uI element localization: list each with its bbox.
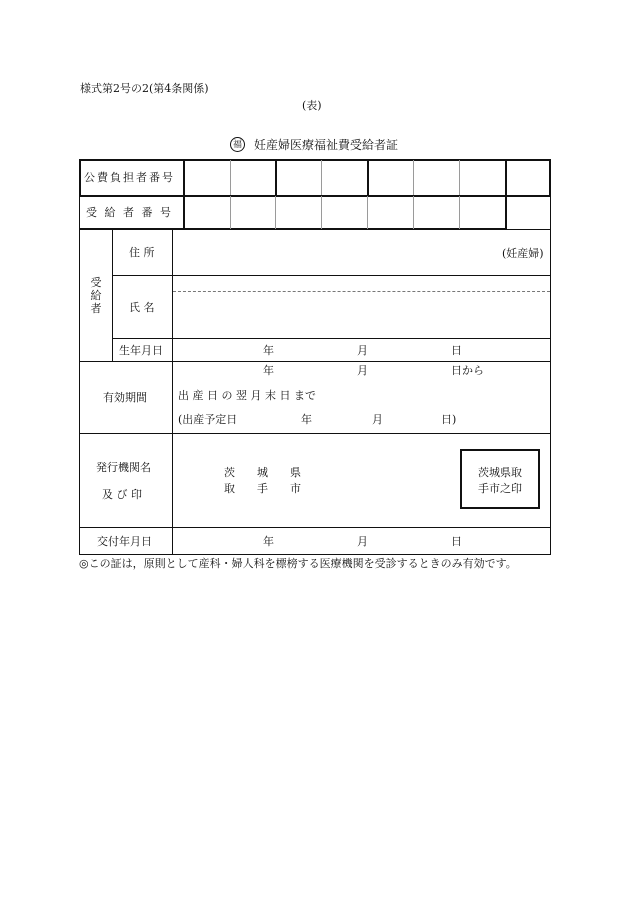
birth-date-label: 生年月日 <box>119 344 163 357</box>
due-date-open: (出産予定日 <box>178 413 238 426</box>
issuer-label-line-1: 発行機関名 <box>96 461 151 474</box>
validity-year-unit: 年 <box>263 364 274 377</box>
validity-until-text: 出 産 日 の 翌 月 末 日 まで <box>178 389 316 402</box>
due-day-close: 日) <box>441 413 457 426</box>
issue-day-unit: 日 <box>451 535 462 548</box>
seal-text-line-2: 手市之印 <box>478 482 522 495</box>
name-label: 氏 名 <box>129 301 155 314</box>
validity-period-label: 有効期間 <box>103 391 147 404</box>
pregnant-woman-note: (妊産婦) <box>502 247 544 260</box>
recipient-number-label: 受 給 者 番 号 <box>86 206 173 219</box>
form-number: 様式第2号の2(第4条関係) <box>80 82 209 95</box>
form-title: 妊産婦医療福祉費受給者証 <box>254 138 399 152</box>
issuer-name-line-1: 茨 城 県 <box>224 466 301 479</box>
validity-day-from: 日から <box>451 364 484 377</box>
seal-text-line-1: 茨城県取 <box>478 466 522 479</box>
birth-day-unit: 日 <box>451 344 462 357</box>
official-seal <box>460 449 540 509</box>
issuer-label-line-2: 及 び 印 <box>102 488 142 501</box>
due-month-unit: 月 <box>372 413 383 426</box>
issue-year-unit: 年 <box>263 535 274 548</box>
side-label: (表) <box>302 99 322 112</box>
birth-year-unit: 年 <box>263 344 274 357</box>
due-year-unit: 年 <box>301 413 312 426</box>
birth-month-unit: 月 <box>357 344 368 357</box>
address-field[interactable] <box>176 236 496 270</box>
address-label: 住 所 <box>129 246 155 259</box>
issue-date-label: 交付年月日 <box>97 535 152 548</box>
validity-month-unit: 月 <box>357 364 368 377</box>
fuku-mark-icon: 福 <box>230 137 245 152</box>
public-payer-number-label: 公費負担者番号 <box>84 171 175 184</box>
name-field[interactable] <box>176 296 546 334</box>
footnote: ◎この証は，原則として産科・婦人科を標榜する医療機関を受診するときのみ有効です。 <box>79 557 517 570</box>
recipient-group-label: 受給者 <box>90 276 102 315</box>
issue-month-unit: 月 <box>357 535 368 548</box>
issuer-name-line-2: 取 手 市 <box>224 482 301 495</box>
